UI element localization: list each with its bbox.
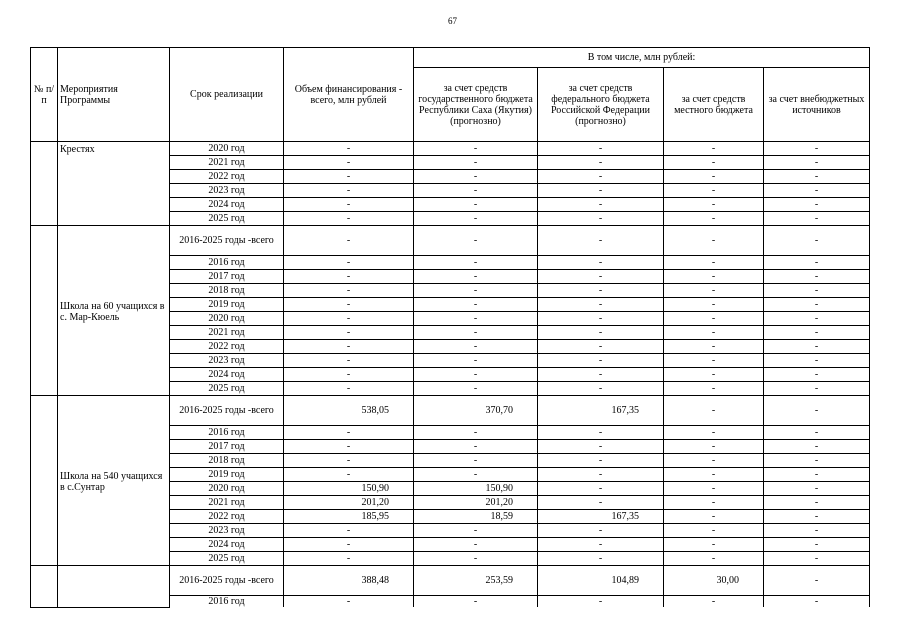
- volume-cell: -: [284, 454, 414, 468]
- volume-cell: -: [284, 270, 414, 284]
- financing-table: [30, 47, 870, 608]
- volume-cell: -: [284, 524, 414, 538]
- extrabudget-cell: -: [764, 552, 870, 566]
- republic-budget-cell: 201,20: [414, 496, 538, 510]
- republic-budget-cell: -: [414, 524, 538, 538]
- republic-budget-cell: -: [414, 454, 538, 468]
- extrabudget-cell: -: [764, 368, 870, 382]
- extrabudget-cell: -: [764, 298, 870, 312]
- extrabudget-cell: -: [764, 566, 870, 596]
- federal-budget-cell: -: [538, 340, 664, 354]
- period-cell: 2025 год: [170, 212, 284, 226]
- period-cell: 2021 год: [170, 326, 284, 340]
- col-header-extrabudget: за счет внебюджетных источников: [764, 68, 870, 142]
- local-budget-cell: -: [664, 340, 764, 354]
- period-cell: 2021 год: [170, 156, 284, 170]
- local-budget-cell: -: [664, 538, 764, 552]
- federal-budget-cell: -: [538, 170, 664, 184]
- republic-budget-cell: -: [414, 170, 538, 184]
- period-cell: 2019 год: [170, 468, 284, 482]
- period-cell: 2023 год: [170, 524, 284, 538]
- table-row: [31, 396, 870, 426]
- period-cell: 2017 год: [170, 270, 284, 284]
- federal-budget-cell: -: [538, 524, 664, 538]
- period-cell: 2020 год: [170, 142, 284, 156]
- republic-budget-cell: -: [414, 256, 538, 270]
- federal-budget-cell: -: [538, 426, 664, 440]
- republic-budget-cell: 150,90: [414, 482, 538, 496]
- volume-cell: 538,05: [284, 396, 414, 426]
- federal-budget-cell: -: [538, 538, 664, 552]
- federal-budget-cell: -: [538, 496, 664, 510]
- local-budget-cell: -: [664, 156, 764, 170]
- republic-budget-cell: -: [414, 426, 538, 440]
- volume-cell: -: [284, 538, 414, 552]
- local-budget-cell: -: [664, 454, 764, 468]
- volume-cell: -: [284, 440, 414, 454]
- republic-budget-cell: -: [414, 468, 538, 482]
- federal-budget-cell: 167,35: [538, 510, 664, 524]
- federal-budget-cell: -: [538, 596, 664, 608]
- republic-budget-cell: -: [414, 552, 538, 566]
- local-budget-cell: -: [664, 256, 764, 270]
- local-budget-cell: -: [664, 552, 764, 566]
- republic-budget-cell: -: [414, 184, 538, 198]
- event-name-cell: [58, 566, 170, 608]
- republic-budget-cell: -: [414, 270, 538, 284]
- col-header-including: В том числе, млн рублей:: [414, 48, 870, 68]
- republic-budget-cell: 18,59: [414, 510, 538, 524]
- volume-cell: -: [284, 184, 414, 198]
- local-budget-cell: -: [664, 482, 764, 496]
- period-cell: 2018 год: [170, 454, 284, 468]
- volume-cell: 201,20: [284, 496, 414, 510]
- republic-budget-cell: -: [414, 312, 538, 326]
- federal-budget-cell: -: [538, 482, 664, 496]
- extrabudget-cell: -: [764, 354, 870, 368]
- local-budget-cell: -: [664, 170, 764, 184]
- local-budget-cell: -: [664, 468, 764, 482]
- federal-budget-cell: -: [538, 298, 664, 312]
- extrabudget-cell: -: [764, 312, 870, 326]
- federal-budget-cell: 167,35: [538, 396, 664, 426]
- federal-budget-cell: -: [538, 326, 664, 340]
- federal-budget-cell: -: [538, 212, 664, 226]
- federal-budget-cell: -: [538, 440, 664, 454]
- col-header-event: Мероприятия Программы: [58, 48, 170, 142]
- event-name-cell: Школа на 60 учащихся в с. Мар-Кюель: [58, 226, 170, 396]
- volume-cell: -: [284, 212, 414, 226]
- local-budget-cell: -: [664, 226, 764, 256]
- extrabudget-cell: -: [764, 340, 870, 354]
- republic-budget-cell: -: [414, 326, 538, 340]
- extrabudget-cell: -: [764, 382, 870, 396]
- republic-budget-cell: -: [414, 382, 538, 396]
- federal-budget-cell: -: [538, 198, 664, 212]
- volume-cell: -: [284, 426, 414, 440]
- period-cell: 2020 год: [170, 482, 284, 496]
- col-header-volume: Объем финансирования - всего, млн рублей: [284, 48, 414, 142]
- period-cell: 2016-2025 годы -всего: [170, 566, 284, 596]
- extrabudget-cell: -: [764, 596, 870, 608]
- volume-cell: -: [284, 368, 414, 382]
- republic-budget-cell: -: [414, 212, 538, 226]
- extrabudget-cell: -: [764, 468, 870, 482]
- local-budget-cell: -: [664, 184, 764, 198]
- period-cell: 2016 год: [170, 596, 284, 608]
- period-cell: 2016-2025 годы -всего: [170, 226, 284, 256]
- period-cell: 2022 год: [170, 170, 284, 184]
- republic-budget-cell: -: [414, 298, 538, 312]
- period-cell: 2019 год: [170, 298, 284, 312]
- federal-budget-cell: -: [538, 552, 664, 566]
- period-cell: 2022 год: [170, 340, 284, 354]
- local-budget-cell: -: [664, 212, 764, 226]
- extrabudget-cell: -: [764, 198, 870, 212]
- local-budget-cell: -: [664, 368, 764, 382]
- volume-cell: -: [284, 354, 414, 368]
- extrabudget-cell: -: [764, 440, 870, 454]
- republic-budget-cell: -: [414, 340, 538, 354]
- page-number: 67: [448, 16, 457, 26]
- volume-cell: -: [284, 468, 414, 482]
- extrabudget-cell: -: [764, 396, 870, 426]
- row-number-cell: [31, 566, 58, 608]
- volume-cell: -: [284, 326, 414, 340]
- volume-cell: -: [284, 340, 414, 354]
- federal-budget-cell: -: [538, 382, 664, 396]
- federal-budget-cell: -: [538, 354, 664, 368]
- volume-cell: -: [284, 170, 414, 184]
- extrabudget-cell: -: [764, 426, 870, 440]
- period-cell: 2017 год: [170, 440, 284, 454]
- col-header-local-budget: за счет средств местного бюджета: [664, 68, 764, 142]
- extrabudget-cell: -: [764, 454, 870, 468]
- event-name-cell: Крестях: [58, 142, 170, 226]
- period-cell: 2022 год: [170, 510, 284, 524]
- local-budget-cell: -: [664, 596, 764, 608]
- row-number-cell: [31, 142, 58, 226]
- local-budget-cell: -: [664, 524, 764, 538]
- table-body: [31, 142, 870, 608]
- republic-budget-cell: -: [414, 226, 538, 256]
- period-cell: 2025 год: [170, 552, 284, 566]
- federal-budget-cell: -: [538, 454, 664, 468]
- extrabudget-cell: -: [764, 284, 870, 298]
- period-cell: 2023 год: [170, 354, 284, 368]
- extrabudget-cell: -: [764, 184, 870, 198]
- local-budget-cell: -: [664, 510, 764, 524]
- row-number-cell: [31, 226, 58, 396]
- local-budget-cell: -: [664, 382, 764, 396]
- federal-budget-cell: -: [538, 226, 664, 256]
- local-budget-cell: -: [664, 312, 764, 326]
- period-cell: 2021 год: [170, 496, 284, 510]
- local-budget-cell: -: [664, 496, 764, 510]
- volume-cell: -: [284, 552, 414, 566]
- extrabudget-cell: -: [764, 226, 870, 256]
- volume-cell: -: [284, 256, 414, 270]
- volume-cell: -: [284, 312, 414, 326]
- period-cell: 2020 год: [170, 312, 284, 326]
- extrabudget-cell: -: [764, 142, 870, 156]
- event-name-cell: Школа на 540 учащихся в с.Сунтар: [58, 396, 170, 566]
- extrabudget-cell: -: [764, 496, 870, 510]
- period-cell: 2016-2025 годы -всего: [170, 396, 284, 426]
- local-budget-cell: -: [664, 270, 764, 284]
- federal-budget-cell: -: [538, 284, 664, 298]
- period-cell: 2024 год: [170, 198, 284, 212]
- local-budget-cell: 30,00: [664, 566, 764, 596]
- republic-budget-cell: -: [414, 198, 538, 212]
- local-budget-cell: -: [664, 440, 764, 454]
- republic-budget-cell: -: [414, 596, 538, 608]
- volume-cell: -: [284, 284, 414, 298]
- republic-budget-cell: -: [414, 284, 538, 298]
- federal-budget-cell: -: [538, 270, 664, 284]
- republic-budget-cell: 370,70: [414, 396, 538, 426]
- table-row: [31, 142, 870, 156]
- volume-cell: -: [284, 382, 414, 396]
- volume-cell: 150,90: [284, 482, 414, 496]
- table-row: [31, 566, 870, 596]
- federal-budget-cell: -: [538, 468, 664, 482]
- local-budget-cell: -: [664, 198, 764, 212]
- extrabudget-cell: -: [764, 482, 870, 496]
- federal-budget-cell: -: [538, 256, 664, 270]
- republic-budget-cell: -: [414, 156, 538, 170]
- extrabudget-cell: -: [764, 524, 870, 538]
- volume-cell: -: [284, 298, 414, 312]
- volume-cell: 185,95: [284, 510, 414, 524]
- volume-cell: -: [284, 198, 414, 212]
- republic-budget-cell: 253,59: [414, 566, 538, 596]
- extrabudget-cell: -: [764, 256, 870, 270]
- extrabudget-cell: -: [764, 212, 870, 226]
- table-row: [31, 226, 870, 256]
- extrabudget-cell: -: [764, 538, 870, 552]
- volume-cell: -: [284, 226, 414, 256]
- col-header-federal-budget: за счет средств федерального бюджета Российской Федерации (прогнозно): [538, 68, 664, 142]
- row-number-cell: [31, 396, 58, 566]
- period-cell: 2016 год: [170, 426, 284, 440]
- local-budget-cell: -: [664, 284, 764, 298]
- local-budget-cell: -: [664, 396, 764, 426]
- local-budget-cell: -: [664, 354, 764, 368]
- local-budget-cell: -: [664, 142, 764, 156]
- republic-budget-cell: -: [414, 538, 538, 552]
- period-cell: 2024 год: [170, 368, 284, 382]
- period-cell: 2023 год: [170, 184, 284, 198]
- col-header-republic-budget: за счет средств государственного бюджета Республики Саха (Якутия) (прогнозно): [414, 68, 538, 142]
- volume-cell: -: [284, 596, 414, 608]
- republic-budget-cell: -: [414, 440, 538, 454]
- local-budget-cell: -: [664, 426, 764, 440]
- extrabudget-cell: -: [764, 156, 870, 170]
- federal-budget-cell: -: [538, 312, 664, 326]
- extrabudget-cell: -: [764, 326, 870, 340]
- extrabudget-cell: -: [764, 510, 870, 524]
- col-header-period: Срок реализации: [170, 48, 284, 142]
- volume-cell: -: [284, 142, 414, 156]
- republic-budget-cell: -: [414, 354, 538, 368]
- period-cell: 2024 год: [170, 538, 284, 552]
- period-cell: 2016 год: [170, 256, 284, 270]
- federal-budget-cell: -: [538, 368, 664, 382]
- federal-budget-cell: -: [538, 184, 664, 198]
- period-cell: 2025 год: [170, 382, 284, 396]
- federal-budget-cell: -: [538, 156, 664, 170]
- federal-budget-cell: -: [538, 142, 664, 156]
- period-cell: 2018 год: [170, 284, 284, 298]
- volume-cell: 388,48: [284, 566, 414, 596]
- extrabudget-cell: -: [764, 170, 870, 184]
- col-header-num: № п/п: [31, 48, 58, 142]
- volume-cell: -: [284, 156, 414, 170]
- local-budget-cell: -: [664, 326, 764, 340]
- republic-budget-cell: -: [414, 142, 538, 156]
- federal-budget-cell: 104,89: [538, 566, 664, 596]
- republic-budget-cell: -: [414, 368, 538, 382]
- local-budget-cell: -: [664, 298, 764, 312]
- extrabudget-cell: -: [764, 270, 870, 284]
